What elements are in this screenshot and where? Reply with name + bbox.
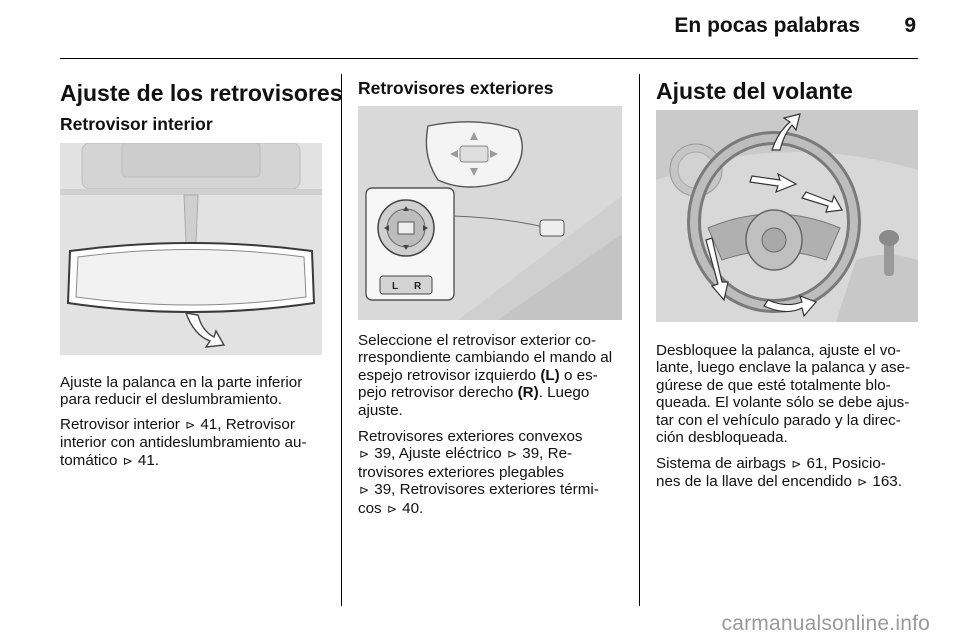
- text-line: Desbloquee la palanca, ajuste el vo-: [656, 342, 901, 359]
- paragraph-crossref: [656, 455, 926, 492]
- steering-wheel-figure: [656, 110, 918, 322]
- interior-mirror-figure: [60, 143, 322, 355]
- text: 41, Retrovisor: [196, 416, 295, 433]
- text-line: rrespondiente cambiando el mando al: [358, 349, 613, 367]
- text: nes de la llave del encendido: [656, 473, 857, 491]
- paragraph: [60, 374, 332, 409]
- page-ref-icon: ⊳: [857, 475, 868, 490]
- text-line: para reducir el deslumbramiento.: [60, 391, 283, 409]
- text: 163.: [868, 473, 902, 491]
- page-number: 9: [904, 14, 916, 37]
- text: . Luego: [538, 384, 590, 402]
- paragraph-crossref: [358, 428, 628, 518]
- watermark: carmanualsonline.info: [721, 612, 930, 635]
- subsection-title: Retrovisor interior: [60, 114, 213, 134]
- text: espejo retrovisor izquierdo: [358, 366, 541, 384]
- page-ref-icon: ⊳: [359, 483, 370, 498]
- text: 41.: [133, 451, 160, 469]
- text-line: trovisores exteriores plegables: [358, 463, 564, 481]
- text-line: ajuste.: [358, 401, 403, 419]
- text-line: ción desbloqueada.: [656, 429, 788, 447]
- text: 40.: [397, 499, 424, 517]
- section-title: Ajuste del volante: [656, 78, 853, 104]
- page-ref-icon: ⊳: [359, 447, 370, 462]
- text-line: gúrese de que esté totalmente blo-: [656, 376, 891, 394]
- header-rule: [60, 58, 918, 59]
- text: Retrovisor interior: [60, 416, 185, 433]
- right-mirror-label: R: [414, 281, 422, 292]
- page-ref-icon: ⊳: [386, 501, 397, 516]
- bold-text: (L): [540, 366, 560, 384]
- text: tomático: [60, 451, 122, 469]
- column-divider: [639, 74, 640, 606]
- text-line: queada. El volante sólo se debe ajus-: [656, 394, 910, 412]
- bold-text: (R): [517, 384, 539, 402]
- text-line: tar con el vehículo parado y la direc-: [656, 411, 901, 429]
- paragraph: [656, 342, 926, 446]
- exterior-mirror-figure: [358, 106, 622, 320]
- text-line: Seleccione el retrovisor exterior co-: [358, 332, 597, 349]
- column-divider: [341, 74, 342, 606]
- text: o es-: [559, 366, 598, 384]
- text: cos: [358, 499, 386, 517]
- text: 39, Retrovisores exteriores térmi-: [370, 481, 599, 499]
- text-line: lante, luego enclave la palanca y ase-: [656, 359, 911, 377]
- text-line: interior con antideslumbramiento au-: [60, 434, 307, 452]
- section-title: Ajuste de los retrovisores: [60, 80, 343, 106]
- page-ref-icon: ⊳: [506, 447, 518, 462]
- text: pejo retrovisor derecho: [358, 384, 518, 402]
- paragraph-crossref: [60, 416, 332, 470]
- text: Sistema de airbags: [656, 455, 791, 472]
- left-mirror-label: L: [392, 281, 399, 292]
- text-line: Retrovisores exteriores convexos: [358, 428, 583, 445]
- text: 61, Posicio-: [802, 455, 886, 472]
- header-title: En pocas palabras: [674, 14, 860, 37]
- page-ref-icon: ⊳: [122, 453, 133, 468]
- paragraph: [358, 332, 628, 419]
- text-line: Ajuste la palanca en la parte inferior: [60, 374, 303, 391]
- page-ref-icon: ⊳: [791, 457, 802, 471]
- text: 39, Ajuste eléctrico: [370, 445, 506, 463]
- page-ref-icon: ⊳: [185, 418, 196, 432]
- section-title: Retrovisores exteriores: [358, 78, 554, 98]
- text: 39, Re-: [518, 445, 573, 463]
